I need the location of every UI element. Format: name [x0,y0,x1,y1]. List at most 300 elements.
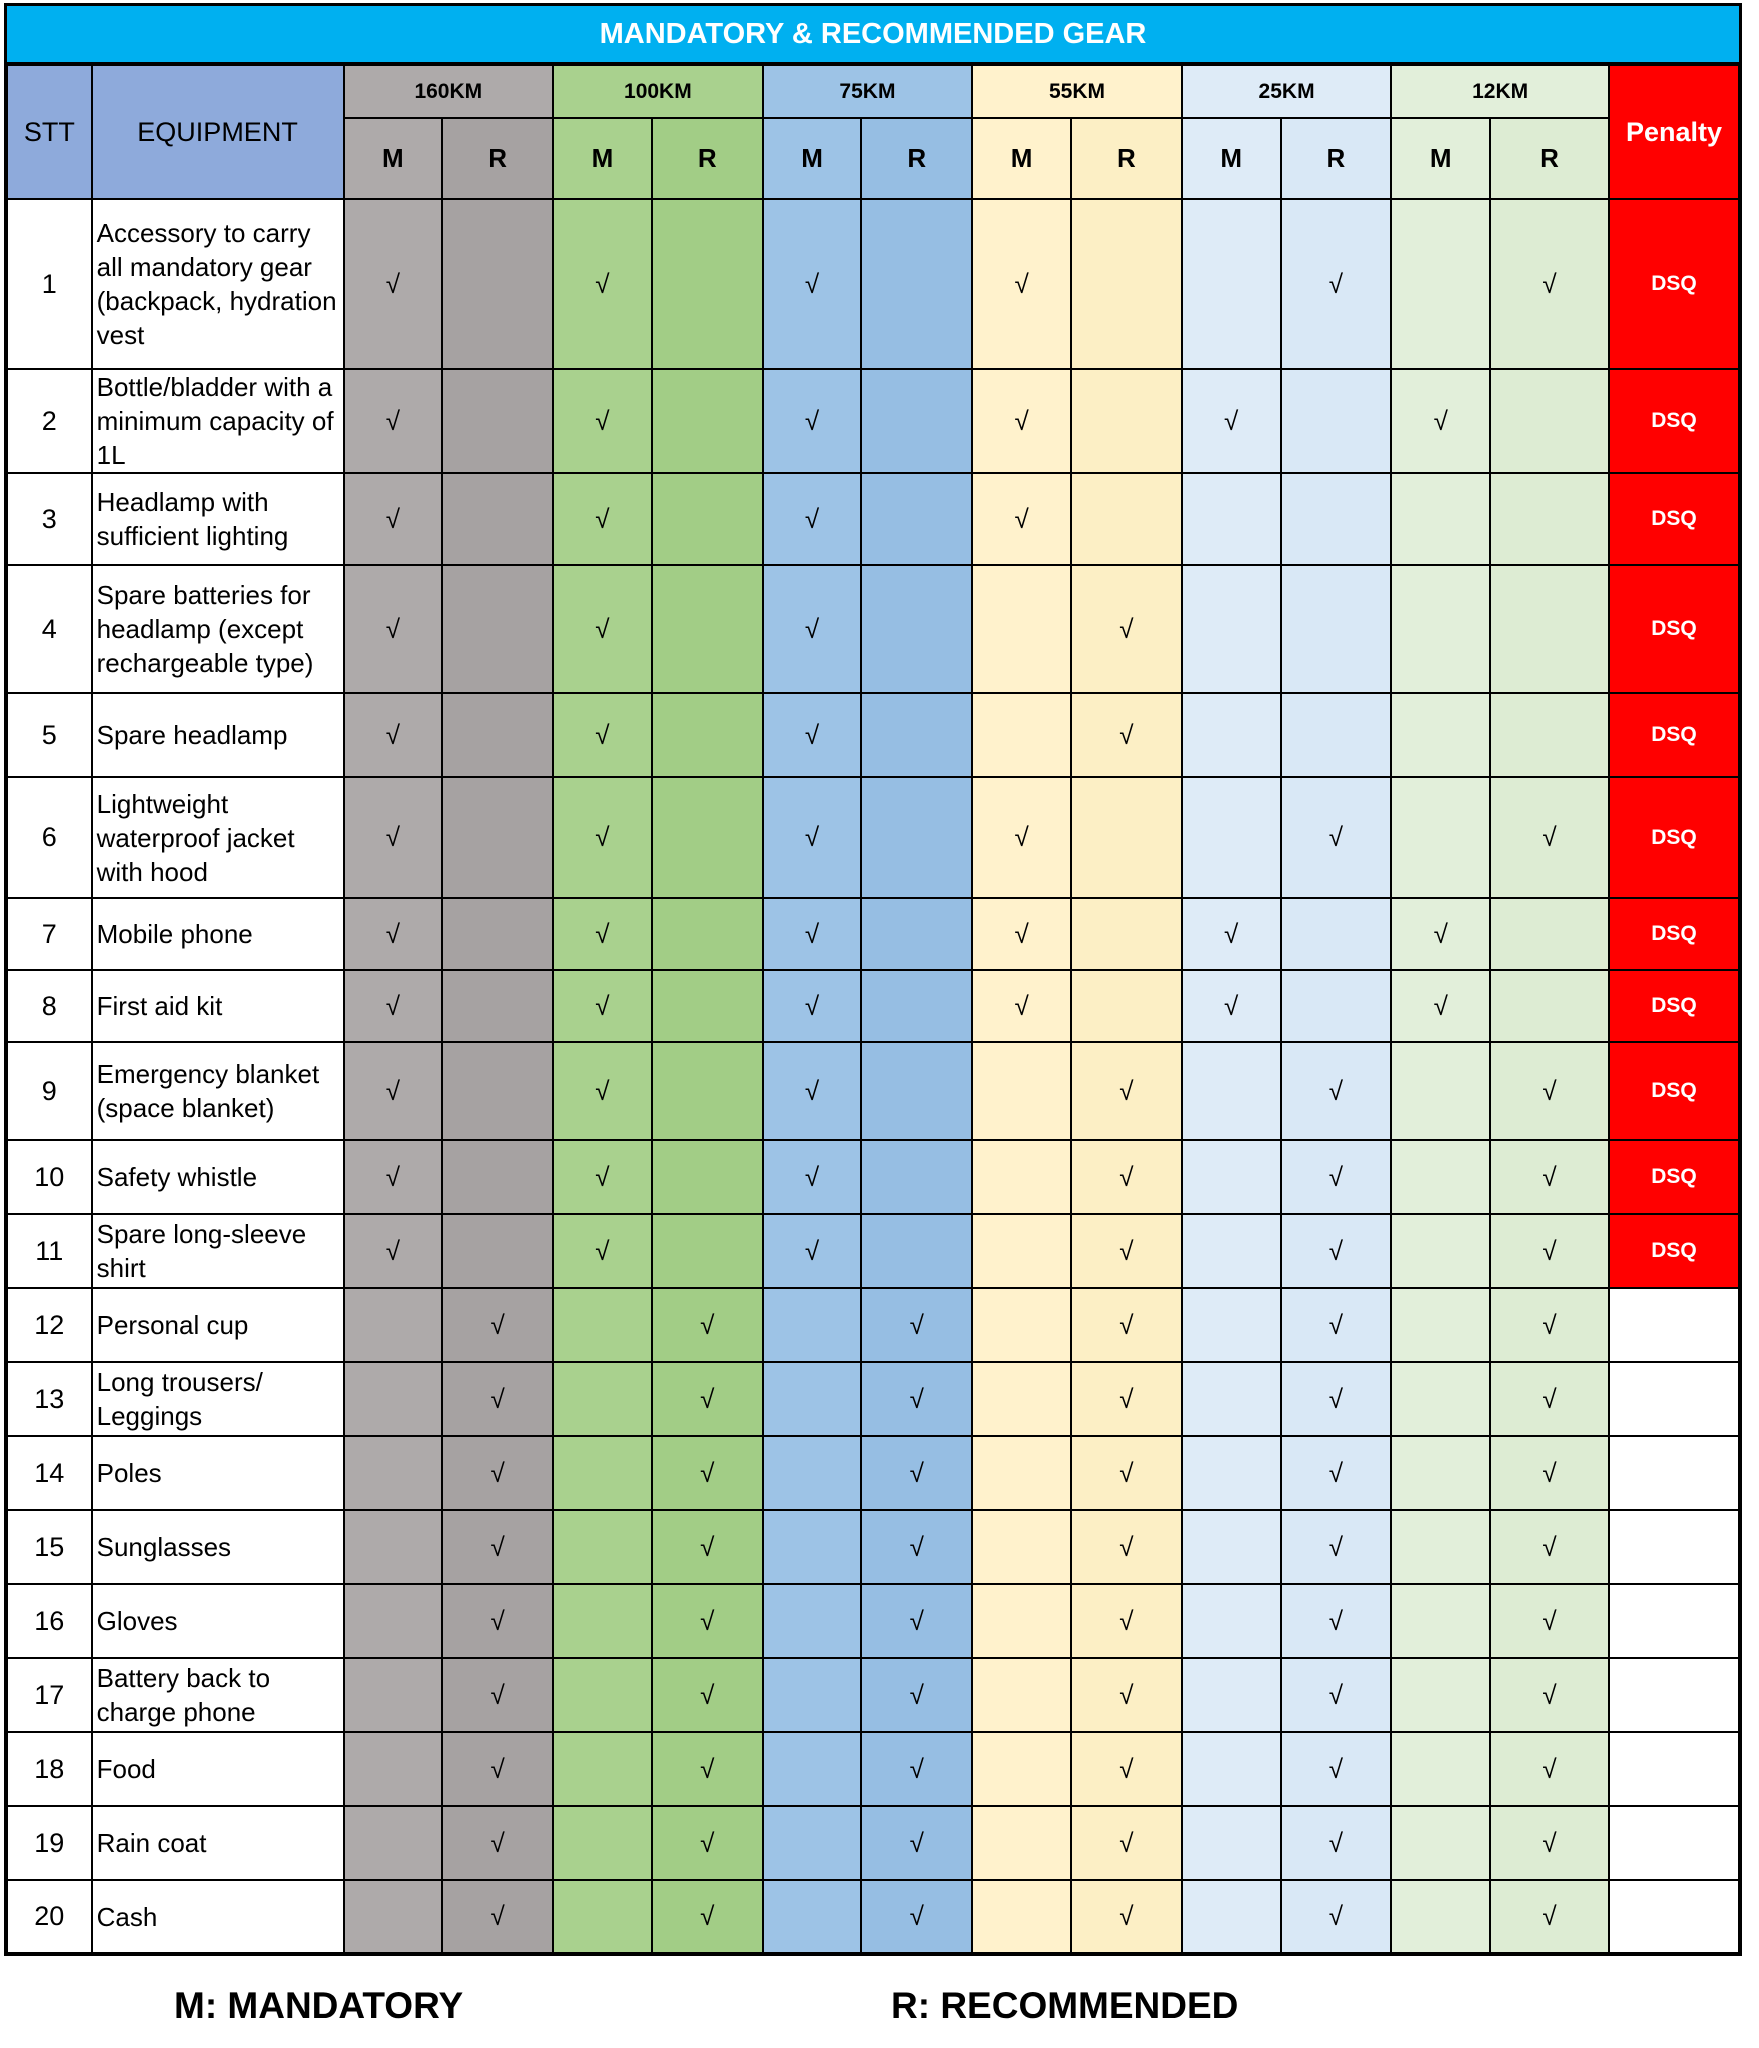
mandatory-cell [763,1732,862,1806]
row-equipment: Gloves [92,1584,344,1658]
mandatory-cell: √ [763,473,862,565]
mandatory-cell: √ [1182,898,1281,970]
table-row [6,1880,1740,1954]
row-stt: 13 [6,1362,92,1436]
legend-mandatory: M: MANDATORY [174,1985,464,2026]
recommended-cell [1281,898,1392,970]
header-m: M [763,118,862,199]
recommended-cell: √ [1281,1436,1392,1510]
recommended-cell [1490,970,1609,1042]
recommended-cell [442,777,553,898]
header-r: R [442,118,553,199]
table-row [6,565,1740,693]
recommended-cell [1490,693,1609,777]
recommended-cell [442,1042,553,1140]
recommended-cell: √ [652,1732,763,1806]
mandatory-cell: √ [553,898,652,970]
recommended-cell [861,898,972,970]
recommended-cell [861,369,972,473]
mandatory-cell [972,1510,1071,1584]
mandatory-cell: √ [972,199,1071,369]
table-row [6,1214,1740,1288]
table-row [6,1362,1740,1436]
mandatory-cell: √ [763,970,862,1042]
recommended-cell: √ [1281,1732,1392,1806]
row-stt: 7 [6,898,92,970]
mandatory-cell: √ [344,565,443,693]
mandatory-cell [1182,1436,1281,1510]
recommended-cell: √ [1071,1806,1182,1880]
recommended-cell: √ [442,1880,553,1954]
mandatory-cell [972,1214,1071,1288]
recommended-cell [652,970,763,1042]
recommended-cell [1071,199,1182,369]
mandatory-cell [344,1880,443,1954]
row-equipment: Poles [92,1436,344,1510]
mandatory-cell [1391,1214,1490,1288]
recommended-cell: √ [1490,1042,1609,1140]
mandatory-cell [972,1288,1071,1362]
recommended-cell: √ [1490,1362,1609,1436]
penalty-cell [1609,1436,1740,1510]
mandatory-cell [344,1584,443,1658]
row-equipment: Bottle/bladder with a minimum capacity of 1L [92,369,344,473]
recommended-cell [442,1214,553,1288]
mandatory-cell [1391,473,1490,565]
recommended-cell: √ [652,1510,763,1584]
mandatory-cell [344,1510,443,1584]
row-stt: 12 [6,1288,92,1362]
recommended-cell: √ [442,1806,553,1880]
recommended-cell [442,693,553,777]
header-r: R [1281,118,1392,199]
mandatory-cell [553,1288,652,1362]
mandatory-cell [1182,1362,1281,1436]
penalty-cell: DSQ [1609,369,1740,473]
recommended-cell [652,1140,763,1214]
penalty-cell [1609,1806,1740,1880]
recommended-cell: √ [442,1436,553,1510]
recommended-cell: √ [1071,565,1182,693]
penalty-cell [1609,1732,1740,1806]
recommended-cell: √ [652,1584,763,1658]
recommended-cell: √ [442,1658,553,1732]
mandatory-cell: √ [553,693,652,777]
recommended-cell [861,693,972,777]
mandatory-cell: √ [972,777,1071,898]
row-stt: 8 [6,970,92,1042]
header-distance-12km: 12KM [1391,64,1609,118]
mandatory-cell [1391,1042,1490,1140]
recommended-cell: √ [1281,1362,1392,1436]
gear-table [4,62,1742,1956]
mandatory-cell [553,1658,652,1732]
recommended-cell [652,693,763,777]
recommended-cell: √ [861,1880,972,1954]
mandatory-cell [1182,565,1281,693]
recommended-cell: √ [1281,1806,1392,1880]
header-penalty: Penalty [1609,64,1740,199]
legend-recommended: R: RECOMMENDED [891,1985,1239,2026]
mandatory-cell [1391,1436,1490,1510]
header-m: M [1391,118,1490,199]
mandatory-cell [1182,1732,1281,1806]
row-equipment: Spare long-sleeve shirt [92,1214,344,1288]
mandatory-cell: √ [1391,898,1490,970]
mandatory-cell [1391,565,1490,693]
header-m: M [1182,118,1281,199]
mandatory-cell: √ [553,1140,652,1214]
mandatory-cell: √ [553,199,652,369]
mandatory-cell [344,1658,443,1732]
recommended-cell [1071,777,1182,898]
row-stt: 10 [6,1140,92,1214]
mandatory-cell: √ [344,369,443,473]
row-stt: 11 [6,1214,92,1288]
row-stt: 6 [6,777,92,898]
header-m: M [344,118,443,199]
mandatory-cell [972,1140,1071,1214]
recommended-cell: √ [1281,1584,1392,1658]
recommended-cell: √ [1071,1288,1182,1362]
mandatory-cell [763,1584,862,1658]
mandatory-cell: √ [344,1140,443,1214]
row-equipment: Personal cup [92,1288,344,1362]
penalty-cell [1609,1584,1740,1658]
recommended-cell: √ [1071,693,1182,777]
recommended-cell [861,199,972,369]
row-equipment: Mobile phone [92,898,344,970]
recommended-cell: √ [861,1732,972,1806]
mandatory-cell [972,1362,1071,1436]
mandatory-cell [972,565,1071,693]
recommended-cell [1071,369,1182,473]
mandatory-cell [553,1880,652,1954]
mandatory-cell: √ [553,1214,652,1288]
mandatory-cell [972,1658,1071,1732]
penalty-cell: DSQ [1609,1140,1740,1214]
row-equipment: Battery back to charge phone [92,1658,344,1732]
mandatory-cell [1182,199,1281,369]
mandatory-cell: √ [763,199,862,369]
mandatory-cell: √ [763,693,862,777]
header-r: R [1490,118,1609,199]
mandatory-cell [1182,1214,1281,1288]
penalty-cell: DSQ [1609,1214,1740,1288]
mandatory-cell [972,1584,1071,1658]
recommended-cell: √ [1490,1732,1609,1806]
mandatory-cell [763,1658,862,1732]
recommended-cell: √ [1490,1214,1609,1288]
recommended-cell: √ [1490,1806,1609,1880]
mandatory-cell: √ [344,777,443,898]
mandatory-cell [1182,1042,1281,1140]
row-equipment: Food [92,1732,344,1806]
mandatory-cell [1182,473,1281,565]
mandatory-cell: √ [763,1140,862,1214]
mandatory-cell [972,1732,1071,1806]
recommended-cell: √ [1071,1584,1182,1658]
mandatory-cell: √ [763,898,862,970]
mandatory-cell [553,1584,652,1658]
recommended-cell: √ [1490,199,1609,369]
mandatory-cell: √ [1182,970,1281,1042]
mandatory-cell [1391,1140,1490,1214]
header-distance-25km: 25KM [1182,64,1392,118]
mandatory-cell [1391,1806,1490,1880]
recommended-cell: √ [1281,1658,1392,1732]
penalty-cell: DSQ [1609,1042,1740,1140]
penalty-cell: DSQ [1609,565,1740,693]
mandatory-cell: √ [344,1042,443,1140]
mandatory-cell [972,1806,1071,1880]
header-m: M [972,118,1071,199]
table-row [6,1042,1740,1140]
header-distance-55km: 55KM [972,64,1182,118]
recommended-cell: √ [1281,1042,1392,1140]
mandatory-cell [1391,1584,1490,1658]
row-equipment: Long trousers/ Leggings [92,1362,344,1436]
table-row [6,473,1740,565]
mandatory-cell: √ [763,369,862,473]
mandatory-cell: √ [763,565,862,693]
mandatory-cell [1391,1658,1490,1732]
mandatory-cell [1182,1510,1281,1584]
row-equipment: First aid kit [92,970,344,1042]
row-equipment: Emergency blanket (space blanket) [92,1042,344,1140]
recommended-cell: √ [1490,1436,1609,1510]
mandatory-cell [553,1510,652,1584]
recommended-cell: √ [442,1288,553,1362]
mandatory-cell [344,1806,443,1880]
penalty-cell: DSQ [1609,777,1740,898]
header-distance-75km: 75KM [763,64,973,118]
penalty-cell [1609,1510,1740,1584]
recommended-cell [1071,473,1182,565]
mandatory-cell: √ [344,693,443,777]
table-row [6,1658,1740,1732]
header-m: M [553,118,652,199]
recommended-cell: √ [1071,1214,1182,1288]
table-header [6,64,1740,199]
recommended-cell [652,1214,763,1288]
recommended-cell [442,369,553,473]
mandatory-cell [344,1732,443,1806]
row-equipment: Lightweight waterproof jacket with hood [92,777,344,898]
recommended-cell [442,970,553,1042]
table-row [6,1806,1740,1880]
row-stt: 18 [6,1732,92,1806]
penalty-cell [1609,1362,1740,1436]
recommended-cell [652,898,763,970]
row-stt: 2 [6,369,92,473]
recommended-cell: √ [861,1658,972,1732]
mandatory-cell [1391,1288,1490,1362]
recommended-cell [652,473,763,565]
recommended-cell [1071,898,1182,970]
mandatory-cell [553,1732,652,1806]
mandatory-cell [763,1806,862,1880]
row-stt: 19 [6,1806,92,1880]
penalty-cell: DSQ [1609,970,1740,1042]
recommended-cell: √ [1281,1214,1392,1288]
mandatory-cell: √ [972,898,1071,970]
header-distance-100km: 100KM [553,64,763,118]
recommended-cell [652,369,763,473]
recommended-cell [1490,369,1609,473]
row-stt: 16 [6,1584,92,1658]
mandatory-cell: √ [972,970,1071,1042]
recommended-cell: √ [1281,1880,1392,1954]
recommended-cell: √ [1281,1288,1392,1362]
row-equipment: Rain coat [92,1806,344,1880]
recommended-cell: √ [1490,1880,1609,1954]
recommended-cell: √ [1071,1362,1182,1436]
recommended-cell [652,1042,763,1140]
penalty-cell [1609,1658,1740,1732]
penalty-cell: DSQ [1609,199,1740,369]
mandatory-cell [1182,777,1281,898]
recommended-cell [442,473,553,565]
row-stt: 9 [6,1042,92,1140]
recommended-cell: √ [442,1732,553,1806]
recommended-cell [861,777,972,898]
mandatory-cell [1182,1658,1281,1732]
recommended-cell: √ [1071,1436,1182,1510]
header-r: R [861,118,972,199]
row-stt: 4 [6,565,92,693]
recommended-cell [652,199,763,369]
penalty-cell [1609,1880,1740,1954]
mandatory-cell [1182,1880,1281,1954]
recommended-cell [1281,970,1392,1042]
recommended-cell: √ [1490,1510,1609,1584]
mandatory-cell [344,1436,443,1510]
recommended-cell: √ [1071,1042,1182,1140]
mandatory-cell [1182,1806,1281,1880]
mandatory-cell [1391,1880,1490,1954]
recommended-cell: √ [652,1658,763,1732]
mandatory-cell [763,1362,862,1436]
row-equipment: Cash [92,1880,344,1954]
mandatory-cell [972,1042,1071,1140]
recommended-cell: √ [1490,1658,1609,1732]
recommended-cell [442,199,553,369]
mandatory-cell: √ [972,473,1071,565]
mandatory-cell: √ [1182,369,1281,473]
recommended-cell [442,565,553,693]
table-row [6,777,1740,898]
recommended-cell: √ [442,1584,553,1658]
recommended-cell: √ [861,1436,972,1510]
recommended-cell: √ [652,1288,763,1362]
recommended-cell: √ [861,1288,972,1362]
row-stt: 17 [6,1658,92,1732]
table-row [6,1732,1740,1806]
mandatory-cell [972,693,1071,777]
recommended-cell: √ [1071,1732,1182,1806]
table-row [6,898,1740,970]
recommended-cell [1281,693,1392,777]
row-equipment: Accessory to carry all mandatory gear (backpack, hydration vest [92,199,344,369]
recommended-cell: √ [1071,1510,1182,1584]
recommended-cell: √ [1071,1658,1182,1732]
recommended-cell: √ [1281,199,1392,369]
recommended-cell [861,970,972,1042]
mandatory-cell: √ [1391,970,1490,1042]
row-equipment: Sunglasses [92,1510,344,1584]
table-row [6,199,1740,369]
row-equipment: Safety whistle [92,1140,344,1214]
mandatory-cell: √ [1391,369,1490,473]
recommended-cell [861,1042,972,1140]
recommended-cell: √ [861,1584,972,1658]
recommended-cell [861,1214,972,1288]
table-body [6,199,1740,1954]
recommended-cell [1490,898,1609,970]
header-r: R [1071,118,1182,199]
penalty-cell: DSQ [1609,473,1740,565]
mandatory-cell: √ [553,565,652,693]
recommended-cell [1490,565,1609,693]
recommended-cell: √ [1281,1140,1392,1214]
mandatory-cell: √ [763,1214,862,1288]
header-r: R [652,118,763,199]
recommended-cell: √ [861,1510,972,1584]
row-stt: 1 [6,199,92,369]
recommended-cell: √ [1071,1140,1182,1214]
row-equipment: Spare headlamp [92,693,344,777]
mandatory-cell [1391,1510,1490,1584]
penalty-cell [1609,1288,1740,1362]
row-equipment: Headlamp with sufficient lighting [92,473,344,565]
mandatory-cell: √ [344,970,443,1042]
mandatory-cell: √ [344,1214,443,1288]
recommended-cell: √ [1490,1584,1609,1658]
row-equipment: Spare batteries for headlamp (except rechargeable type) [92,565,344,693]
table-row [6,1584,1740,1658]
recommended-cell [861,1140,972,1214]
row-stt: 14 [6,1436,92,1510]
recommended-cell: √ [861,1362,972,1436]
mandatory-cell: √ [344,898,443,970]
recommended-cell [1281,369,1392,473]
recommended-cell [861,565,972,693]
mandatory-cell [1182,1584,1281,1658]
mandatory-cell [553,1362,652,1436]
recommended-cell: √ [1490,1288,1609,1362]
gear-sheet [4,3,1742,2026]
mandatory-cell [1182,1288,1281,1362]
row-stt: 5 [6,693,92,777]
table-row [6,369,1740,473]
mandatory-cell [1391,1732,1490,1806]
header-equipment: EQUIPMENT [92,64,344,199]
recommended-cell: √ [1071,1880,1182,1954]
row-stt: 3 [6,473,92,565]
recommended-cell: √ [442,1362,553,1436]
mandatory-cell [972,1436,1071,1510]
header-distance-160km: 160KM [344,64,554,118]
mandatory-cell: √ [553,369,652,473]
mandatory-cell [1391,777,1490,898]
mandatory-cell [553,1806,652,1880]
table-row [6,1288,1740,1362]
penalty-cell: DSQ [1609,898,1740,970]
recommended-cell: √ [861,1806,972,1880]
mandatory-cell [972,1880,1071,1954]
mandatory-cell [1182,1140,1281,1214]
